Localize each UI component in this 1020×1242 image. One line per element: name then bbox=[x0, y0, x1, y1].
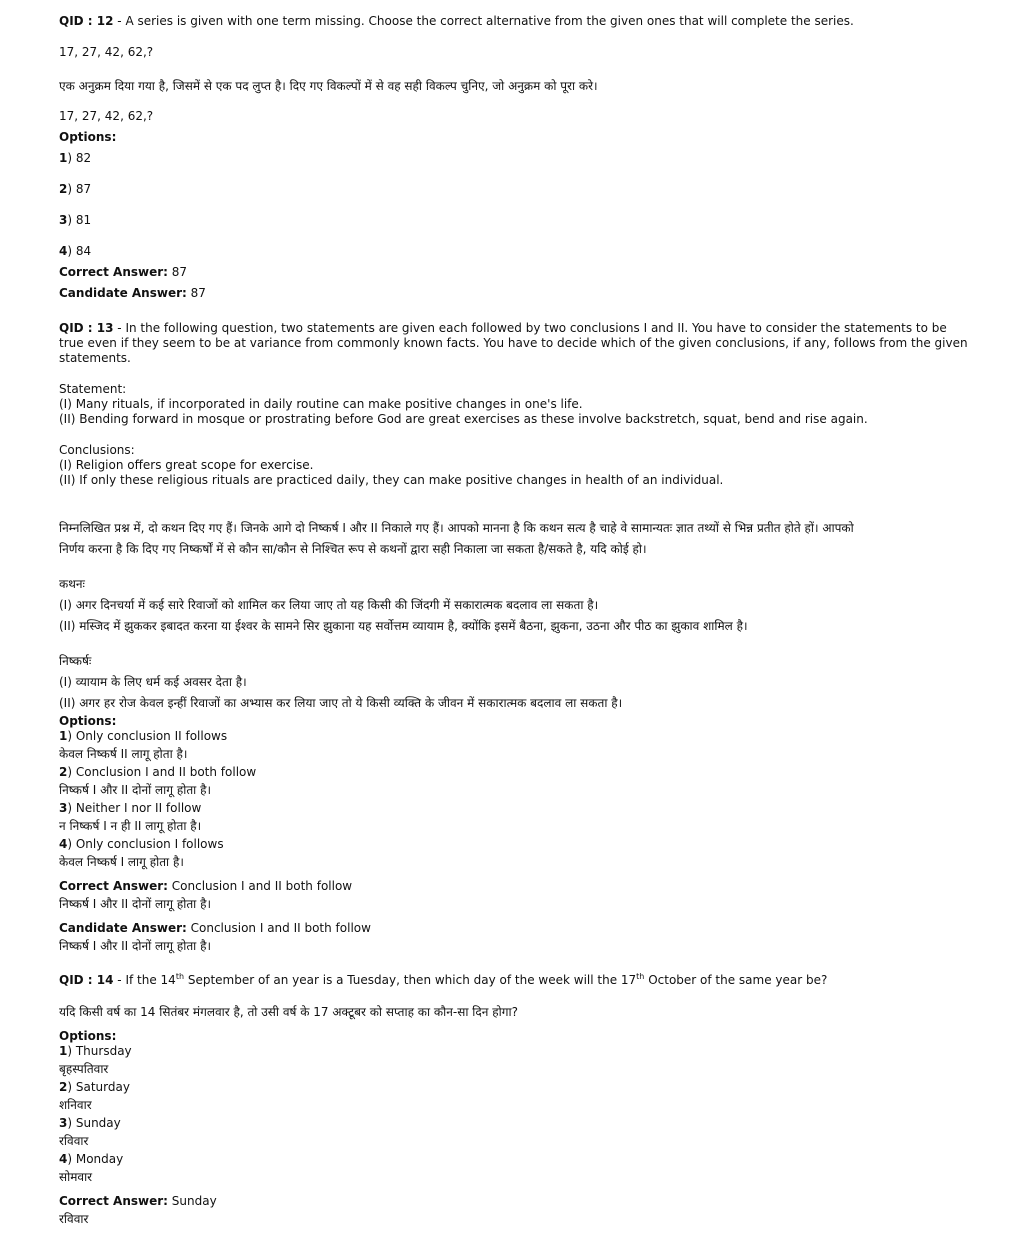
option-1-hindi: बृहस्पतिवार bbox=[59, 1062, 109, 1076]
statement-1: (I) Many rituals, if incorporated in daily routine can make positive changes in one's life. bbox=[59, 397, 583, 411]
qid-label: QID : 14 bbox=[59, 973, 114, 987]
candidate-answer: Candidate Answer: 87 bbox=[59, 286, 206, 300]
question-14-text: QID : 14 - If the 14th September of an year is a Tuesday, then which day of the week will the 17th October of the same year be? bbox=[59, 972, 828, 987]
conclusion-1-hindi: (I) व्यायाम के लिए धर्म कई अवसर देता है। bbox=[59, 675, 247, 689]
qid-label: QID : 13 bbox=[59, 321, 114, 335]
question-14-hindi: यदि किसी वर्ष का 14 सितंबर मंगलवार है, तो उसी वर्ष के 17 अक्टूबर को सप्ताह का कौन-सा दिन होगा? bbox=[59, 1005, 518, 1019]
statement-2-hindi: (II) मस्जिद में झुककर इबादत करना या ईश्वर के सामने सिर झुकाना यह सर्वोत्तम व्यायाम है, क्योंकि इसमें बैठना, झुकना, उठना और पीठ का झुकाव शामिल है। bbox=[59, 619, 748, 633]
correct-answer: Correct Answer: 87 bbox=[59, 265, 188, 279]
candidate-answer: Candidate Answer: Conclusion I and II both follow bbox=[59, 921, 371, 935]
question-13-hindi-line-2: निर्णय करना है कि दिए गए निष्कर्षों में से कौन सा/कौन से निश्चित रूप से कथनों द्वारा सही निकाला जा सकता है/सकते है, यदि कोई हो। bbox=[59, 542, 647, 556]
correct-answer-hindi: निष्कर्ष I और II दोनों लागू होता है। bbox=[59, 897, 212, 911]
option-1: 1) Thursday bbox=[59, 1044, 132, 1058]
question-12-text: QID : 12 - A series is given with one term missing. Choose the correct alternative from the given ones that will complete the series. bbox=[59, 14, 854, 28]
question-13-hindi-line-1: निम्नलिखित प्रश्न में, दो कथन दिए गए हैं। जिनके आगे दो निष्कर्ष I और II निकाले गए हैं। आपको मानना है कि कथन सत्य है चाहे वे सामान्यतः ज्ञात तथ्यों से भिन्न प्रतीत होते हों। आपको bbox=[59, 521, 854, 535]
series-text-hindi: 17, 27, 42, 62,? bbox=[59, 109, 154, 123]
option-3: 3) Sunday bbox=[59, 1116, 121, 1130]
option-4-hindi: केवल निष्कर्ष I लागू होता है। bbox=[59, 855, 184, 869]
conclusion-1: (I) Religion offers great scope for exercise. bbox=[59, 458, 314, 472]
conclusion-heading: Conclusions: bbox=[59, 443, 135, 457]
option-2-hindi: निष्कर्ष I और II दोनों लागू होता है। bbox=[59, 783, 212, 797]
question-12-hindi: एक अनुक्रम दिया गया है, जिसमें से एक पद लुप्त है। दिए गए विकल्पों में से वह सही विकल्प चुनिए, जो अनुक्रम को पूरा करे। bbox=[59, 79, 598, 93]
document-page bbox=[59, 14, 974, 1230]
option-4: 4) Only conclusion I follows bbox=[59, 837, 224, 851]
conclusion-2-hindi: (II) अगर हर रोज केवल इन्हीं रिवाजों का अभ्यास कर लिया जाए तो ये किसी व्यक्ति के जीवन में सकारात्मक बदलाव ला सकता है। bbox=[59, 696, 623, 710]
question-13-text: QID : 13 - In the following question, two statements are given each followed by two conclusions I and II. You have to consider the statements to be true even if they seem to be at variance from commonly known facts. You have to decide which of the given conclusions, if any, follows from the given statements. bbox=[59, 321, 968, 365]
statement-2: (II) Bending forward in mosque or prostrating before God are great exercises as these involve backstretch, squat, bend and rise again. bbox=[59, 412, 868, 426]
conclusion-heading-hindi: निष्कर्षः bbox=[59, 654, 92, 668]
option-1-hindi: केवल निष्कर्ष II लागू होता है। bbox=[59, 747, 188, 761]
option-2: 2) Conclusion I and II both follow bbox=[59, 765, 257, 779]
option-4: 4) 84 bbox=[59, 244, 92, 258]
correct-answer: Correct Answer: Conclusion I and II both follow bbox=[59, 879, 353, 893]
option-4: 4) Monday bbox=[59, 1152, 124, 1166]
question-12 bbox=[59, 14, 974, 301]
series-text: 17, 27, 42, 62,? bbox=[59, 45, 154, 59]
correct-answer: Correct Answer: Sunday bbox=[59, 1194, 217, 1208]
conclusion-2: (II) If only these religious rituals are practiced daily, they can make positive changes in health of an individual. bbox=[59, 473, 724, 487]
options-label: Options: bbox=[59, 714, 117, 728]
statement-heading-hindi: कथनः bbox=[59, 577, 85, 591]
option-1: 1) Only conclusion II follows bbox=[59, 729, 228, 743]
correct-answer-hindi: रविवार bbox=[59, 1212, 89, 1226]
option-3-hindi: रविवार bbox=[59, 1134, 89, 1148]
option-2: 2) Saturday bbox=[59, 1080, 130, 1094]
option-2: 2) 87 bbox=[59, 182, 92, 196]
options-label: Options: bbox=[59, 1029, 117, 1043]
candidate-answer-hindi: निष्कर्ष I और II दोनों लागू होता है। bbox=[59, 939, 212, 953]
qid-label: QID : 12 bbox=[59, 14, 114, 28]
question-14 bbox=[59, 973, 974, 1230]
option-3-hindi: न निष्कर्ष I न ही II लागू होता है। bbox=[59, 819, 202, 833]
option-3: 3) Neither I nor II follow bbox=[59, 801, 202, 815]
question-13 bbox=[59, 321, 974, 957]
option-2-hindi: शनिवार bbox=[59, 1098, 92, 1112]
option-3: 3) 81 bbox=[59, 213, 92, 227]
statement-heading: Statement: bbox=[59, 382, 127, 396]
option-4-hindi: सोमवार bbox=[59, 1170, 93, 1184]
option-1: 1) 82 bbox=[59, 151, 92, 165]
statement-1-hindi: (I) अगर दिनचर्या में कई सारे रिवाजों को शामिल कर लिया जाए तो यह किसी की जिंदगी में सकारात्मक बदलाव ला सकता है। bbox=[59, 598, 599, 612]
options-label: Options: bbox=[59, 130, 117, 144]
